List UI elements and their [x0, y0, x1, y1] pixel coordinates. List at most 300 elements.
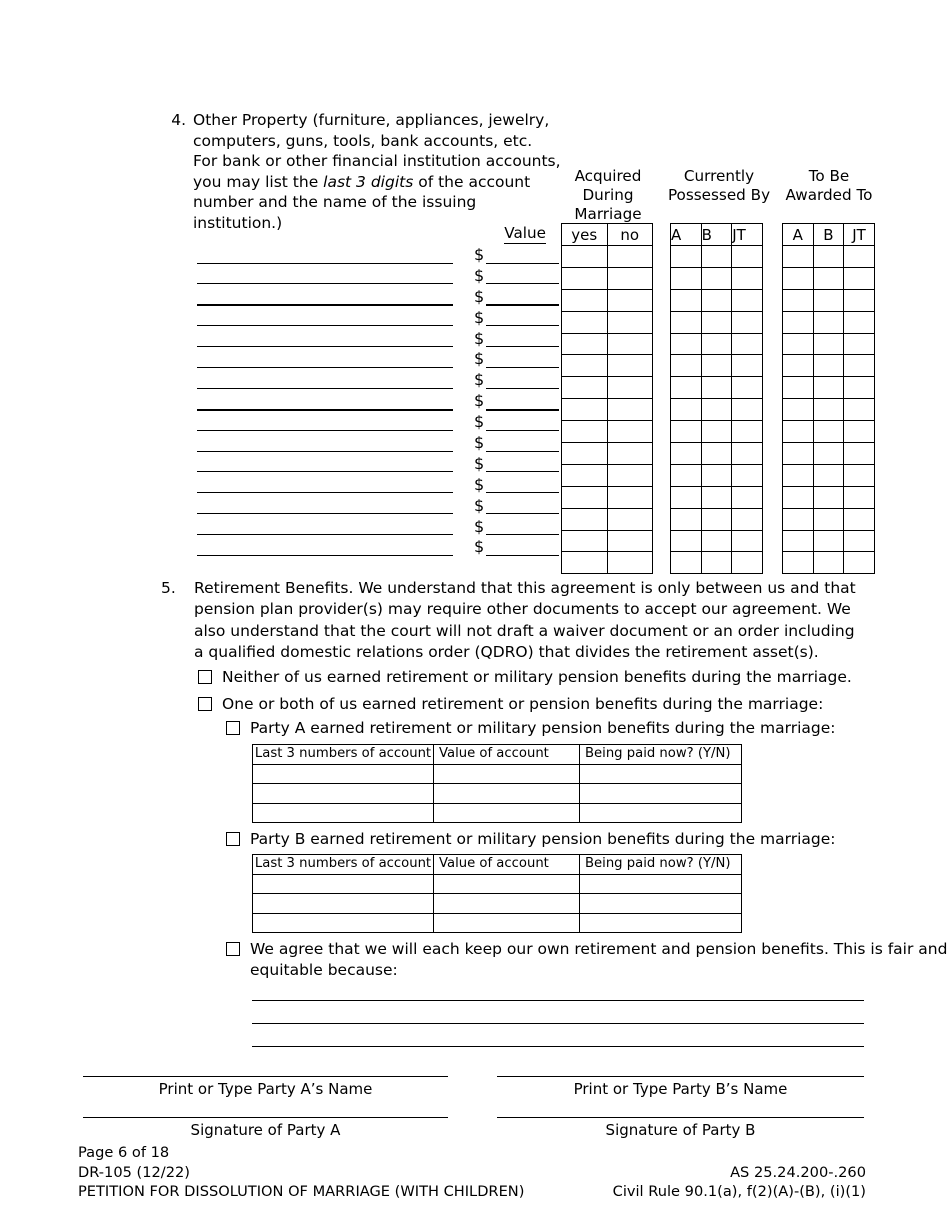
table-header-row: [253, 855, 742, 875]
checkbox-party-a[interactable]: [226, 721, 240, 735]
table-cell[interactable]: [783, 399, 814, 421]
table-cell[interactable]: [844, 377, 875, 399]
table-row: [562, 486, 653, 508]
page-footer: [78, 1143, 866, 1202]
signature-label-party-b-name: Print or Type Party B’s Name: [573, 1080, 788, 1098]
table-cell[interactable]: [701, 377, 732, 399]
table-cell[interactable]: [783, 552, 814, 574]
table-cell[interactable]: [434, 874, 580, 894]
table-cell[interactable]: [580, 803, 742, 823]
table-cell[interactable]: [813, 421, 844, 443]
column-header-yes: yes: [562, 224, 608, 246]
table-cell[interactable]: [701, 421, 732, 443]
table-cell[interactable]: [732, 355, 763, 377]
table-cell[interactable]: [580, 913, 742, 933]
table-cell[interactable]: [580, 764, 742, 784]
footer-row-form: [78, 1163, 866, 1183]
table-row: [783, 399, 875, 421]
table-body: [562, 246, 653, 574]
property-description-line[interactable]: [197, 263, 453, 264]
table-cell[interactable]: [434, 894, 580, 914]
table-cell[interactable]: [813, 311, 844, 333]
table-cell[interactable]: [783, 311, 814, 333]
item-5-number: 5.: [161, 579, 176, 597]
item-5-text: Retirement Benefits. We understand that this agreement is only between us and that pension plan provider(s) may require other documents to accept our agreement. We also understand that the court will not draft a waiver document or an order including a qualified domestic relations order (QDRO) that divides the retirement asset(s).: [194, 579, 856, 662]
checkbox-label-party-a: Party A earned retirement or military pension benefits during the marriage:: [250, 719, 836, 737]
table-cell[interactable]: [732, 508, 763, 530]
table-row: [253, 764, 742, 784]
table-acquired-during-marriage: [561, 223, 653, 574]
table-row: [783, 377, 875, 399]
currency-symbol: $: [474, 495, 485, 515]
table-cell[interactable]: [607, 289, 653, 311]
table-cell[interactable]: [434, 913, 580, 933]
property-description-line[interactable]: [197, 325, 453, 326]
checkbox-label-party-b: Party B earned retirement or military pension benefits during the marriage:: [250, 830, 836, 848]
property-value-line[interactable]: [486, 471, 559, 472]
table-row: [783, 311, 875, 333]
table-cell[interactable]: [844, 464, 875, 486]
table-cell[interactable]: [783, 289, 814, 311]
column-group-header-awarded: To Be Awarded To: [785, 167, 873, 205]
column-header-b: B: [701, 224, 732, 246]
table-row: [562, 530, 653, 552]
table-party-a-retirement-accounts: [252, 744, 742, 823]
writein-line-2[interactable]: [252, 1023, 864, 1024]
table-cell[interactable]: [607, 443, 653, 465]
table-cell[interactable]: [813, 443, 844, 465]
table-cell[interactable]: [813, 552, 844, 574]
table-row: [671, 355, 763, 377]
table-cell[interactable]: [813, 289, 844, 311]
property-description-line[interactable]: [197, 367, 453, 368]
property-description-line[interactable]: [197, 283, 453, 284]
table-cell[interactable]: [732, 399, 763, 421]
currency-symbol: $: [474, 537, 485, 557]
table-cell[interactable]: [783, 267, 814, 289]
table-cell[interactable]: [671, 443, 702, 465]
property-value-line[interactable]: [486, 430, 559, 431]
table-row: [783, 246, 875, 268]
table-cell[interactable]: [562, 486, 608, 508]
table-row: [562, 443, 653, 465]
table-row: [671, 552, 763, 574]
table-cell[interactable]: [701, 552, 732, 574]
table-cell[interactable]: [671, 333, 702, 355]
property-description-line[interactable]: [197, 492, 453, 493]
table-row: [671, 377, 763, 399]
checkbox-row-party-a[interactable]: [226, 718, 835, 739]
column-header-value-of-account: Value of account: [434, 855, 580, 875]
table-cell[interactable]: [607, 267, 653, 289]
table-cell[interactable]: [253, 913, 434, 933]
table-cell[interactable]: [671, 377, 702, 399]
table-cell[interactable]: [253, 894, 434, 914]
table-row: [783, 464, 875, 486]
checkbox-row-party-b[interactable]: [226, 829, 836, 850]
currency-symbol: $: [474, 328, 485, 348]
table-cell[interactable]: [607, 377, 653, 399]
table-cell[interactable]: [783, 377, 814, 399]
table-cell[interactable]: [434, 803, 580, 823]
property-value-line[interactable]: [486, 534, 559, 535]
table-cell[interactable]: [671, 552, 702, 574]
table-cell[interactable]: [813, 333, 844, 355]
table-currently-possessed-by: [670, 223, 763, 574]
table-row: [783, 355, 875, 377]
table-row: [562, 246, 653, 268]
table-cell[interactable]: [783, 333, 814, 355]
table-cell[interactable]: [813, 486, 844, 508]
currency-symbol: $: [474, 516, 485, 536]
property-value-line[interactable]: [486, 304, 559, 306]
table-row: [783, 443, 875, 465]
footer-form-number: DR-105 (12/22): [78, 1163, 190, 1181]
column-header-no: no: [607, 224, 653, 246]
table-cell[interactable]: [783, 421, 814, 443]
property-value-line[interactable]: [486, 513, 559, 514]
checkbox-label-neither: Neither of us earned retirement or military pension benefits during the marriage.: [222, 668, 852, 686]
property-value-line[interactable]: [486, 283, 559, 284]
currency-symbol: $: [474, 391, 485, 411]
table-cell[interactable]: [671, 355, 702, 377]
property-description-line[interactable]: [197, 451, 453, 452]
currency-symbol: $: [474, 245, 485, 264]
table-cell[interactable]: [562, 443, 608, 465]
table-cell[interactable]: [813, 464, 844, 486]
table-cell[interactable]: [732, 421, 763, 443]
signature-label-party-a: Signature of Party A: [190, 1121, 341, 1139]
currency-symbol: $: [474, 474, 485, 494]
table-row: [562, 311, 653, 333]
column-header-a: A: [671, 224, 702, 246]
item-5-block: [161, 578, 861, 664]
property-value-line[interactable]: [486, 325, 559, 326]
table-cell[interactable]: [607, 552, 653, 574]
table-cell[interactable]: [701, 246, 732, 268]
table-cell[interactable]: [844, 530, 875, 552]
table-cell[interactable]: [562, 333, 608, 355]
table-cell[interactable]: [844, 399, 875, 421]
table-row: [671, 311, 763, 333]
table-row: [783, 289, 875, 311]
table-cell[interactable]: [562, 552, 608, 574]
table-cell[interactable]: [783, 443, 814, 465]
table-cell[interactable]: [701, 464, 732, 486]
signature-line-party-b[interactable]: [497, 1117, 864, 1118]
table-cell[interactable]: [732, 486, 763, 508]
property-value-line[interactable]: [486, 492, 559, 493]
table-cell[interactable]: [701, 355, 732, 377]
table-cell[interactable]: [813, 399, 844, 421]
item-4-text: [193, 110, 561, 234]
table-cell[interactable]: [562, 464, 608, 486]
property-description-line[interactable]: [197, 430, 453, 431]
table-cell[interactable]: [607, 530, 653, 552]
table-cell[interactable]: [844, 333, 875, 355]
table-cell[interactable]: [844, 486, 875, 508]
column-group-header-acquired: Acquired During Marriage: [574, 167, 642, 224]
footer-row-page: [78, 1143, 866, 1163]
column-header-jt: JT: [732, 224, 763, 246]
table-to-be-awarded-to: [782, 223, 875, 574]
column-header-value-of-account: Value of account: [434, 745, 580, 765]
table-cell[interactable]: [562, 311, 608, 333]
table-row: [562, 355, 653, 377]
table-row: [783, 333, 875, 355]
table-cell[interactable]: [701, 267, 732, 289]
table-row: [562, 333, 653, 355]
property-value-line[interactable]: [486, 346, 559, 347]
property-value-line[interactable]: [486, 367, 559, 368]
signature-line-party-a[interactable]: [83, 1117, 448, 1118]
table-cell[interactable]: [607, 333, 653, 355]
table-cell[interactable]: [732, 443, 763, 465]
table-cell[interactable]: [701, 333, 732, 355]
signature-label-party-b: Signature of Party B: [605, 1121, 756, 1139]
table-row: [253, 874, 742, 894]
currency-symbol: $: [474, 433, 485, 453]
property-description-line[interactable]: [197, 534, 453, 535]
writein-line-3[interactable]: [252, 1046, 864, 1047]
table-cell[interactable]: [813, 530, 844, 552]
table-cell[interactable]: [813, 246, 844, 268]
table-row: [671, 530, 763, 552]
table-cell[interactable]: [844, 267, 875, 289]
table-cell[interactable]: [732, 333, 763, 355]
table-row: [562, 421, 653, 443]
table-cell[interactable]: [671, 421, 702, 443]
table-cell[interactable]: [783, 486, 814, 508]
table-row: [671, 333, 763, 355]
table-cell[interactable]: [562, 267, 608, 289]
table-cell[interactable]: [607, 246, 653, 268]
signature-line-party-b-name[interactable]: [497, 1076, 864, 1077]
table-cell[interactable]: [844, 552, 875, 574]
table-header-row: [783, 224, 875, 246]
table-row: [783, 530, 875, 552]
table-row: [562, 464, 653, 486]
table-cell[interactable]: [701, 486, 732, 508]
table-body: [253, 874, 742, 933]
table-row: [562, 552, 653, 574]
table-cell[interactable]: [434, 764, 580, 784]
table-cell[interactable]: [732, 464, 763, 486]
table-row: [783, 421, 875, 443]
table-cell[interactable]: [732, 311, 763, 333]
table-row: [253, 913, 742, 933]
table-cell[interactable]: [732, 377, 763, 399]
table-row: [671, 486, 763, 508]
checkbox-row-keep-own[interactable]: [226, 939, 950, 981]
table-row: [671, 399, 763, 421]
table-cell[interactable]: [783, 530, 814, 552]
table-cell[interactable]: [844, 443, 875, 465]
table-row: [671, 443, 763, 465]
footer-statute: AS 25.24.200-.260: [730, 1163, 866, 1181]
table-cell[interactable]: [813, 267, 844, 289]
table-cell[interactable]: [562, 355, 608, 377]
property-description-line[interactable]: [197, 409, 453, 411]
property-description-line[interactable]: [197, 388, 453, 389]
table-cell[interactable]: [253, 784, 434, 804]
checkbox-neither[interactable]: [198, 670, 212, 684]
column-header-a: A: [783, 224, 814, 246]
table-cell[interactable]: [607, 399, 653, 421]
column-header-being-paid-now: Being paid now? (Y/N): [580, 855, 742, 875]
value-column-header: Value: [504, 224, 546, 242]
footer-document-title: PETITION FOR DISSOLUTION OF MARRIAGE (WITH CHILDREN): [78, 1183, 525, 1200]
table-cell[interactable]: [783, 508, 814, 530]
table-cell[interactable]: [844, 311, 875, 333]
table-row: [783, 508, 875, 530]
table-cell[interactable]: [701, 443, 732, 465]
table-cell[interactable]: [562, 289, 608, 311]
footer-row-title: [78, 1182, 866, 1202]
table-cell[interactable]: [783, 355, 814, 377]
table-cell[interactable]: [671, 246, 702, 268]
table-cell[interactable]: [732, 267, 763, 289]
property-description-line[interactable]: [197, 304, 453, 306]
checkbox-row-neither[interactable]: [198, 667, 852, 688]
currency-symbol: $: [474, 286, 485, 306]
property-description-line[interactable]: [197, 471, 453, 472]
table-cell[interactable]: [671, 508, 702, 530]
item-4-text-italic: last 3 digits: [323, 172, 414, 191]
table-row: [562, 289, 653, 311]
table-cell[interactable]: [580, 874, 742, 894]
table-cell[interactable]: [813, 508, 844, 530]
table-header-row: [562, 224, 653, 246]
table-cell[interactable]: [562, 508, 608, 530]
table-cell[interactable]: [701, 530, 732, 552]
table-cell[interactable]: [732, 530, 763, 552]
checkbox-keep-own[interactable]: [226, 942, 240, 956]
table-cell[interactable]: [844, 355, 875, 377]
table-cell[interactable]: [562, 246, 608, 268]
table-row: [253, 784, 742, 804]
table-cell[interactable]: [671, 311, 702, 333]
property-description-line[interactable]: [197, 513, 453, 514]
table-cell[interactable]: [253, 874, 434, 894]
table-cell[interactable]: [844, 421, 875, 443]
footer-page-label: Page 6 of 18: [78, 1144, 170, 1161]
table-cell[interactable]: [607, 311, 653, 333]
table-row: [562, 399, 653, 421]
table-cell[interactable]: [671, 289, 702, 311]
property-value-line[interactable]: [486, 388, 559, 389]
table-cell[interactable]: [783, 246, 814, 268]
table-cell[interactable]: [562, 421, 608, 443]
checkbox-row-one-or-both[interactable]: [198, 694, 823, 715]
table-body: [671, 246, 763, 574]
currency-symbol: $: [474, 370, 485, 390]
currency-symbol: $: [474, 307, 485, 327]
table-cell[interactable]: [607, 355, 653, 377]
footer-rule: Civil Rule 90.1(a), f(2)(A)-(B), (i)(1): [612, 1183, 866, 1200]
currency-symbol: $: [474, 349, 485, 369]
table-cell[interactable]: [607, 464, 653, 486]
table-cell[interactable]: [783, 464, 814, 486]
table-cell[interactable]: [562, 377, 608, 399]
item-4-number: 4.: [171, 111, 186, 129]
table-cell[interactable]: [701, 311, 732, 333]
property-value-line[interactable]: [486, 555, 559, 556]
table-cell[interactable]: [580, 894, 742, 914]
item-4-block: [167, 110, 567, 234]
table-cell[interactable]: [732, 289, 763, 311]
table-row: [671, 508, 763, 530]
property-value-line[interactable]: [486, 409, 559, 411]
table-row: [253, 894, 742, 914]
property-description-line[interactable]: [197, 346, 453, 347]
signature-line-party-a-name[interactable]: [83, 1076, 448, 1077]
table-party-b-retirement-accounts: [252, 854, 742, 933]
table-header-row: [253, 745, 742, 765]
table-cell[interactable]: [434, 784, 580, 804]
table-cell[interactable]: [607, 421, 653, 443]
table-row: [783, 267, 875, 289]
table-cell[interactable]: [671, 464, 702, 486]
table-cell[interactable]: [671, 267, 702, 289]
table-row: [671, 464, 763, 486]
table-body: [253, 764, 742, 823]
property-value-line[interactable]: [486, 451, 559, 452]
signature-label-party-a-name: Print or Type Party A’s Name: [158, 1080, 373, 1098]
table-row: [671, 267, 763, 289]
table-cell[interactable]: [671, 486, 702, 508]
column-header-jt: JT: [844, 224, 875, 246]
table-row: [671, 421, 763, 443]
table-cell[interactable]: [562, 530, 608, 552]
property-description-line[interactable]: [197, 555, 453, 556]
currency-symbol: $: [474, 265, 485, 285]
table-cell[interactable]: [253, 764, 434, 784]
table-row: [671, 289, 763, 311]
table-cell[interactable]: [671, 530, 702, 552]
table-cell[interactable]: [844, 508, 875, 530]
currency-symbol: $: [474, 412, 485, 432]
table-cell[interactable]: [701, 508, 732, 530]
table-cell[interactable]: [813, 355, 844, 377]
table-cell[interactable]: [671, 399, 702, 421]
column-header-being-paid-now: Being paid now? (Y/N): [580, 745, 742, 765]
property-value-line[interactable]: [486, 263, 559, 264]
writein-line-1[interactable]: [252, 1000, 864, 1001]
table-cell[interactable]: [732, 246, 763, 268]
table-header-row: [671, 224, 763, 246]
table-cell[interactable]: [607, 486, 653, 508]
checkbox-party-b[interactable]: [226, 832, 240, 846]
table-cell[interactable]: [562, 399, 608, 421]
table-row: [562, 508, 653, 530]
table-cell[interactable]: [580, 784, 742, 804]
currency-symbol: $: [474, 453, 485, 473]
column-header-b: B: [813, 224, 844, 246]
table-row: [562, 377, 653, 399]
table-cell[interactable]: [844, 289, 875, 311]
checkbox-one-or-both[interactable]: [198, 697, 212, 711]
column-header-last-3-numbers: Last 3 numbers of account: [253, 745, 434, 765]
table-cell[interactable]: [607, 508, 653, 530]
table-cell[interactable]: [732, 552, 763, 574]
table-cell[interactable]: [813, 377, 844, 399]
checkbox-label-keep-own: We agree that we will each keep our own retirement and pension benefits. This is fair and equitable because:: [250, 940, 948, 979]
table-cell[interactable]: [253, 803, 434, 823]
table-cell[interactable]: [844, 246, 875, 268]
table-cell[interactable]: [701, 289, 732, 311]
table-cell[interactable]: [701, 399, 732, 421]
